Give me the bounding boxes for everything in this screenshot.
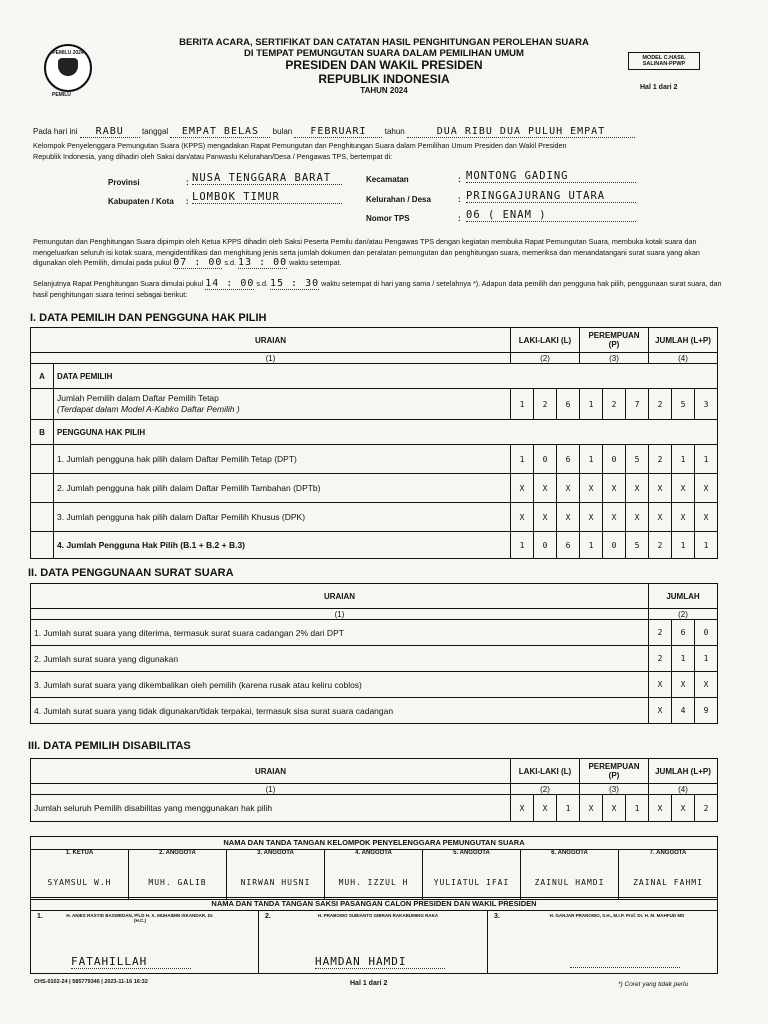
paragraph-2-text-b: waktu setempat di hari yang sama / setelahnya *). Adapun data pemilih dan pengguna hak pilih, penggunaan surat suara, dan hasil penghitungan suara terinci sebagai berikut: <box>33 279 722 299</box>
kpps-role: 4. ANGGOTA <box>355 850 392 856</box>
kpps-name: NIRWAN HUSNI <box>240 878 311 887</box>
s2-r3-val: X <box>649 672 672 698</box>
kabupaten-value: LOMBOK TIMUR <box>192 191 342 204</box>
b3-val: X <box>672 503 695 532</box>
saksi-candidate-1: H. ANIES RASYID BASWEDAN, Ph.D H. A. MUHAIMIN ISKANDAR, Dr. (H.C.) <box>66 913 214 923</box>
saksi-candidate-2: H. PRABOWO SUBIANTO GIBRAN RAKABUMING RAKA <box>317 913 439 918</box>
a-val: 5 <box>672 389 695 420</box>
b4-val: 5 <box>626 532 649 559</box>
s2-r2-val: 1 <box>672 646 695 672</box>
kpps-role: 1. KETUA <box>65 850 94 856</box>
paragraph-1-text: Pemungutan dan Penghitungan Suara dipimpin oleh Ketua KPPS dihadiri oleh Saksi Peserta Pemilu dan/atau Pengawas TPS dengan kegiatan membuka Rapat Pemungutan Suara, membuka kotak suara dan mengeluarkan seluruh isi kotak suara, mengidentifikasi dan menghitung jenis serta jumlah dokumen dan peralatan pemungutan dan penghitungan suara, memeriksa dan menandatangani surat suara yang akan digunakan oleh Pemilih, dimulai pada pukul <box>33 237 700 267</box>
s2-r2-val: 2 <box>649 646 672 672</box>
s1-n4: (4) <box>649 353 718 364</box>
section-3-title: III. DATA PEMILIH DISABILITAS <box>28 740 191 752</box>
kpps-name: MUH. IZZUL H <box>338 878 409 887</box>
intro-text-2: Republik Indonesia, yang dihadiri oleh Saksi dan/atau Panwaslu Kelurahan/Desa / Pengawas TPS, bertempat di: <box>33 152 393 161</box>
b2-val: X <box>695 474 718 503</box>
b-letter: B <box>31 420 54 445</box>
b1-val: 0 <box>603 445 626 474</box>
s2-r4-label: 4. Jumlah surat suara yang tidak digunakan/tidak terpakai, termasuk sisa surat suara cadangan <box>31 698 649 724</box>
s3-val: X <box>603 795 626 822</box>
b2-val: X <box>672 474 695 503</box>
s2-col-j: JUMLAH <box>649 584 718 609</box>
saksi-title: NAMA DAN TANDA TANGAN SAKSI PASANGAN CALON PRESIDEN DAN WAKIL PRESIDEN <box>31 898 717 911</box>
saksi-cell-1 <box>31 911 259 973</box>
s3-val: 2 <box>695 795 718 822</box>
kpps-signature-2 <box>129 850 227 899</box>
end-time-2: 15 : 30 <box>269 278 320 289</box>
b2-val: X <box>626 474 649 503</box>
kabupaten-colon: : <box>186 197 189 206</box>
b1-val: 1 <box>511 445 534 474</box>
table-row <box>31 646 718 672</box>
title-line-3: PRESIDEN DAN WAKIL PRESIDEN <box>285 58 483 72</box>
table-row <box>31 698 718 724</box>
b1-val: 1 <box>672 445 695 474</box>
b3-label: 3. Jumlah pengguna hak pilih dalam Daftar Pemilih Khusus (DPK) <box>54 503 511 532</box>
s3-col-j: JUMLAH (L+P) <box>649 759 718 784</box>
s3-val: X <box>649 795 672 822</box>
b4-val: 1 <box>695 532 718 559</box>
kecamatan-label: Kecamatan <box>366 175 409 184</box>
kecamatan-colon: : <box>458 175 461 184</box>
kelurahan-label: Kelurahan / Desa <box>366 195 431 204</box>
kecamatan-value: MONTONG GADING <box>466 170 636 183</box>
b4-label: 4. Jumlah Pengguna Hak Pilih (B.1 + B.2 + B.3) <box>54 532 511 559</box>
s2-n1: (1) <box>31 609 649 620</box>
s3-col-p: PEREMPUAN (P) <box>580 759 649 784</box>
s3-val: 1 <box>626 795 649 822</box>
kabupaten-label: Kabupaten / Kota <box>108 197 174 206</box>
b3-val: X <box>557 503 580 532</box>
s3-n2: (2) <box>511 784 580 795</box>
b4-val: 1 <box>672 532 695 559</box>
footer-page: Hal 1 dari 2 <box>350 980 388 987</box>
s1-col-j: JUMLAH (L+P) <box>649 328 718 353</box>
a-val: 3 <box>695 389 718 420</box>
saksi-sign-2: HAMDAN HAMDI <box>315 955 445 969</box>
s1-col-p: PEREMPUAN (P) <box>580 328 649 353</box>
saksi-cell-3 <box>488 911 717 973</box>
s2-r1-val: 2 <box>649 620 672 646</box>
section-2-title: II. DATA PENGGUNAAN SURAT SUARA <box>28 567 234 579</box>
s2-r4-val: X <box>649 698 672 724</box>
b1-val: 5 <box>626 445 649 474</box>
saksi-box <box>30 897 718 974</box>
tahun-value: DUA RIBU DUA PULUH EMPAT <box>407 126 635 138</box>
a-val: 2 <box>603 389 626 420</box>
kpps-signature-1 <box>31 850 129 899</box>
section-1-table <box>30 327 718 559</box>
s1-n3: (3) <box>580 353 649 364</box>
provinsi-colon: : <box>186 178 189 187</box>
s2-r1-label: 1. Jumlah surat suara yang diterima, termasuk surat suara cadangan 2% dari DPT <box>31 620 649 646</box>
tahun-label: tahun <box>384 127 405 136</box>
s3-val: 1 <box>557 795 580 822</box>
s3-col-l: LAKI-LAKI (L) <box>511 759 580 784</box>
b2-val: X <box>557 474 580 503</box>
s2-r3-val: X <box>672 672 695 698</box>
kpps-name: YULIATUL IFAI <box>433 878 510 887</box>
s2-r2-val: 1 <box>695 646 718 672</box>
s1-col-l: LAKI-LAKI (L) <box>511 328 580 353</box>
s3-n3: (3) <box>580 784 649 795</box>
table-row <box>31 672 718 698</box>
s1-col-uraian: URAIAN <box>31 328 511 353</box>
tps-value: 06 ( ENAM ) <box>466 209 636 222</box>
tps-colon: : <box>458 214 461 223</box>
s2-r2-label: 2. Jumlah surat suara yang digunakan <box>31 646 649 672</box>
saksi-sign-3 <box>570 967 680 968</box>
b1-val: 1 <box>695 445 718 474</box>
section-1-title: I. DATA PEMILIH DAN PENGGUNA HAK PILIH <box>30 312 267 324</box>
s2-r1-val: 0 <box>695 620 718 646</box>
logo-text: PEMILU 2024 <box>52 50 84 56</box>
saksi-cell-2 <box>259 911 488 973</box>
b1-label: 1. Jumlah pengguna hak pilih dalam Daftar Pemilih Tetap (DPT) <box>54 445 511 474</box>
b4-val: 6 <box>557 532 580 559</box>
start-time-2: 14 : 00 <box>205 278 255 289</box>
b4-val: 2 <box>649 532 672 559</box>
table-row <box>31 474 718 503</box>
b4-val: 1 <box>580 532 603 559</box>
b2-val: X <box>511 474 534 503</box>
s2-n2: (2) <box>649 609 718 620</box>
kpps-signature-3 <box>227 850 325 899</box>
section-3-table <box>30 758 718 822</box>
table-row <box>31 620 718 646</box>
a-letter: A <box>31 364 54 389</box>
kpps-box <box>30 836 718 900</box>
provinsi-value: NUSA TENGGARA BARAT <box>192 172 342 185</box>
b3-val: X <box>695 503 718 532</box>
table-row <box>31 532 718 559</box>
b-title: PENGGUNA HAK PILIH <box>54 420 718 445</box>
end-time: 13 : 00 <box>238 257 288 268</box>
s3-val: X <box>672 795 695 822</box>
kpps-name: ZAINAL FAHMI <box>633 878 703 887</box>
kpps-role: 2. ANGGOTA <box>159 850 196 856</box>
s3-val: X <box>534 795 557 822</box>
s2-col-uraian: URAIAN <box>31 584 649 609</box>
b4-val: 0 <box>603 532 626 559</box>
kpps-name: MUH. GALIB <box>148 878 207 887</box>
sd-text-2: s.d. <box>256 279 268 288</box>
paragraph-2 <box>33 279 723 300</box>
s3-col-uraian: URAIAN <box>31 759 511 784</box>
b4-val: 1 <box>511 532 534 559</box>
intro-text-1: Kelompok Penyelenggara Pemungutan Suara (KPPS) mengadakan Rapat Pemungutan dan Penghitungan Suara dalam Pemilihan Umum Presiden dan Wakil Presiden <box>33 141 567 150</box>
logo-caption: PEMILU <box>52 92 71 98</box>
b3-val: X <box>580 503 603 532</box>
table-row <box>31 795 718 822</box>
start-time: 07 : 00 <box>173 257 223 268</box>
a-val: 6 <box>557 389 580 420</box>
kpps-signature-7 <box>619 850 717 899</box>
tanggal-value: EMPAT BELAS <box>170 126 270 138</box>
s1-n2: (2) <box>511 353 580 364</box>
b2-val: X <box>580 474 603 503</box>
s2-r4-val: 4 <box>672 698 695 724</box>
b3-val: X <box>511 503 534 532</box>
page-indicator: Hal 1 dari 2 <box>640 84 678 91</box>
saksi-num-3: 3. <box>494 913 500 920</box>
b2-label: 2. Jumlah pengguna hak pilih dalam Daftar Pemilih Tambahan (DPTb) <box>54 474 511 503</box>
kpps-role: 7. ANGGOTA <box>649 850 687 856</box>
b3-val: X <box>649 503 672 532</box>
a-val: 1 <box>511 389 534 420</box>
hari-value: RABU <box>80 126 140 138</box>
a-val: 2 <box>649 389 672 420</box>
b2-val: X <box>534 474 557 503</box>
table-row <box>31 445 718 474</box>
sd-text: s.d. <box>224 258 237 267</box>
kpps-role: 3. ANGGOTA <box>257 850 294 856</box>
kelurahan-colon: : <box>458 195 461 204</box>
bulan-label: bulan <box>272 127 293 136</box>
kpps-signature-5 <box>423 850 521 899</box>
saksi-num-2: 2. <box>265 913 271 920</box>
tanggal-label: tanggal <box>141 127 169 136</box>
pada-hari-ini: Pada hari ini <box>33 127 78 136</box>
b1-val: 1 <box>580 445 603 474</box>
a-val: 1 <box>580 389 603 420</box>
s3-r1-label: Jumlah seluruh Pemilih disabilitas yang menggunakan hak pilih <box>31 795 511 822</box>
provinsi-label: Provinsi <box>108 178 140 187</box>
kpps-name: ZAINUL HAMDI <box>534 878 605 887</box>
s2-r4-val: 9 <box>695 698 718 724</box>
s3-val: X <box>580 795 603 822</box>
s2-r3-label: 3. Jumlah surat suara yang dikembalikan oleh pemilih (karena rusak atau keliru coblos) <box>31 672 649 698</box>
a-val: 7 <box>626 389 649 420</box>
table-row <box>31 389 718 420</box>
kpps-name: SYAMSUL W.H <box>47 878 112 887</box>
kpps-signature-6 <box>521 850 619 899</box>
a-val: 2 <box>534 389 557 420</box>
b2-val: X <box>649 474 672 503</box>
kpps-title: NAMA DAN TANDA TANGAN KELOMPOK PENYELENGGARA PEMUNGUTAN SUARA <box>31 837 717 850</box>
s1-n1: (1) <box>31 353 511 364</box>
a-row1-note: (Terdapat dalam Model A-Kabko Daftar Pemilih ) <box>57 404 240 414</box>
s2-r3-val: X <box>695 672 718 698</box>
paragraph-2-text-a: Selanjutnya Rapat Penghitungan Suara dimulai pukul <box>33 279 204 288</box>
kelurahan-value: PRINGGAJURANG UTARA <box>466 190 636 203</box>
s3-n4: (4) <box>649 784 718 795</box>
saksi-num-1: 1. <box>37 913 43 920</box>
waktu-text: waktu setempat. <box>289 258 342 267</box>
s3-val: X <box>511 795 534 822</box>
table-row <box>31 503 718 532</box>
kpps-role: 5. ANGGOTA <box>453 850 490 856</box>
title-line-5: TAHUN 2024 <box>360 86 408 95</box>
b1-val: 6 <box>557 445 580 474</box>
b4-val: 0 <box>534 532 557 559</box>
intro-line <box>33 126 723 138</box>
footer-note: *) Coret yang tidak perlu <box>618 981 689 988</box>
kpps-signature-4 <box>325 850 423 899</box>
tps-label: Nomor TPS <box>366 214 410 223</box>
b3-val: X <box>534 503 557 532</box>
title-line-2: DI TEMPAT PEMUNGUTAN SUARA DALAM PEMILIHAN UMUM <box>244 48 524 59</box>
a-row1-label <box>54 389 511 420</box>
b3-val: X <box>626 503 649 532</box>
b2-val: X <box>603 474 626 503</box>
footer-code: CHS-0102-24 | 585779346 | 2023-11-16 16:32 <box>34 979 148 985</box>
kpps-role: 6. ANGGOTA <box>551 850 588 856</box>
bulan-value: FEBRUARI <box>294 126 382 138</box>
s3-n1: (1) <box>31 784 511 795</box>
a-title: DATA PEMILIH <box>54 364 718 389</box>
saksi-sign-1: FATAHILLAH <box>71 955 191 969</box>
s2-r1-val: 6 <box>672 620 695 646</box>
b3-val: X <box>603 503 626 532</box>
saksi-candidate-3: H. GANJAR PRANOWO, S.H., M.I.P. Prof. Dr. H. M. MAHFUD MD <box>549 913 685 918</box>
b1-val: 0 <box>534 445 557 474</box>
section-2-table <box>30 583 718 724</box>
title-line-4: REPUBLIK INDONESIA <box>318 72 450 86</box>
title-line-1: BERITA ACARA, SERTIFIKAT DAN CATATAN HASIL PENGHITUNGAN PEROLEHAN SUARA <box>179 37 589 48</box>
b1-val: 2 <box>649 445 672 474</box>
a-row1-text: Jumlah Pemilih dalam Daftar Pemilih Tetap <box>57 393 219 403</box>
model-box: MODEL C.HASIL SALINAN-PPWP <box>628 52 700 70</box>
paragraph-1 <box>33 237 723 269</box>
